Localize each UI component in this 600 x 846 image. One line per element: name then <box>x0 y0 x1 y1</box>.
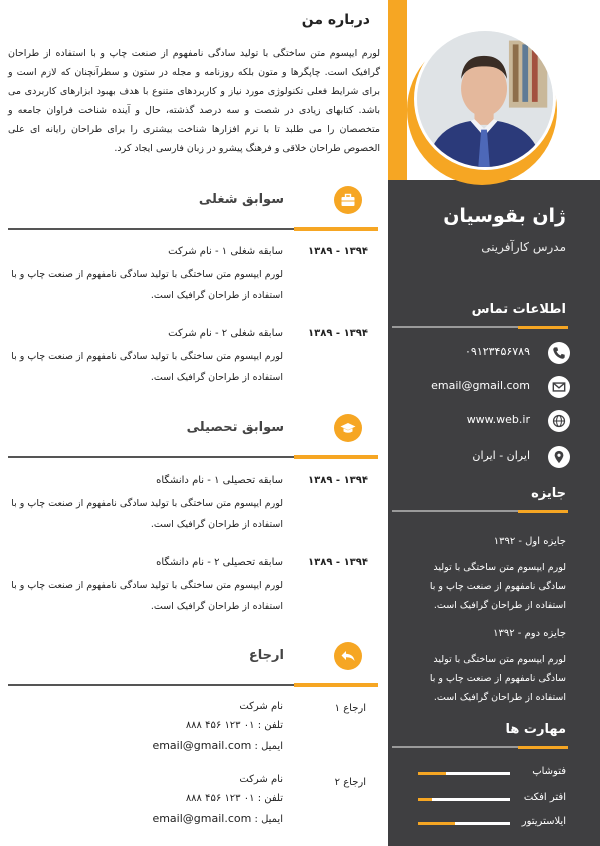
reference-email-label: ایمیل : <box>254 741 283 752</box>
globe-icon <box>548 410 570 432</box>
graduation-cap-icon <box>334 414 362 442</box>
education-text: لورم ایپسوم متن ساختگی با تولید سادگی نامفهوم از صنعت چاپ و با استفاده از طراحان گرافیک است. <box>11 580 283 612</box>
about-title: درباره من <box>301 12 370 28</box>
award-title: جایزه دوم - ۱۳۹۲ <box>493 628 566 639</box>
work-text: لورم ایپسوم متن ساختگی با تولید سادگی نامفهوم از صنعت چاپ و با استفاده از طراحان گرافیک است. <box>11 269 283 301</box>
work-heading: سابقه شغلی ۱ - نام شرکت <box>168 246 283 257</box>
skill-bar <box>418 798 510 801</box>
reference-email[interactable]: email@gmail.com <box>152 739 252 752</box>
contact-phone-row <box>400 342 570 364</box>
reference-label: ارجاع ۲ <box>334 777 366 788</box>
contact-heading: اطلاعات تماس <box>471 302 566 317</box>
work-years: ۱۳۹۴ - ۱۳۸۹ <box>308 328 368 339</box>
reference-company: نام شرکت <box>239 774 283 785</box>
award-text: لورم ایپسوم متن ساختگی با تولید سادگی نامفهوم از صنعت چاپ و با استفاده از طراحان گرافیک است. <box>429 654 566 703</box>
references-title: ارجاع <box>248 648 284 663</box>
skill-bar-fill <box>446 772 510 775</box>
reference-company: نام شرکت <box>239 701 283 712</box>
profile-name: ژان بقوسیان <box>443 205 566 227</box>
education-text: لورم ایپسوم متن ساختگی با تولید سادگی نامفهوم از صنعت چاپ و با استفاده از طراحان گرافیک است. <box>11 498 283 530</box>
skill-label: افتر افکت <box>523 792 566 803</box>
reference-phone[interactable]: ۰۱ ۱۲۳ ۴۵۶ ۸۸۸ <box>185 793 255 804</box>
briefcase-icon <box>334 186 362 214</box>
reference-label: ارجاع ۱ <box>334 703 366 714</box>
work-title: سوابق شغلی <box>198 192 284 207</box>
skill-bar <box>418 822 510 825</box>
reply-arrow-icon <box>334 642 362 670</box>
contact-divider <box>392 326 568 328</box>
profile-photo <box>414 28 556 170</box>
skill-label: فتوشاپ <box>532 766 566 777</box>
contact-website[interactable]: www.web.ir <box>466 413 530 426</box>
contact-website-row <box>400 410 570 432</box>
education-heading: سابقه تحصیلی ۲ - نام دانشگاه <box>156 557 283 568</box>
references-divider <box>8 684 378 686</box>
award-title: جایزه اول - ۱۳۹۲ <box>493 536 566 547</box>
skills-divider <box>392 746 568 748</box>
contact-email[interactable]: email@gmail.com <box>431 379 530 392</box>
education-years: ۱۳۹۴ - ۱۳۸۹ <box>308 557 368 568</box>
reference-email-row <box>8 739 283 752</box>
skill-bar-fill <box>455 822 510 825</box>
profile-job-title: مدرس کارآفرینی <box>481 240 566 254</box>
awards-heading: جایزه <box>531 486 566 501</box>
skills-heading: مهارت ها <box>505 722 566 737</box>
reference-email-row <box>8 812 283 825</box>
skill-bar <box>418 772 510 775</box>
contact-address: ایران - ایران <box>472 449 530 462</box>
contact-email-row <box>400 376 570 398</box>
envelope-icon <box>548 376 570 398</box>
skill-label: ایلاستریتور <box>521 816 566 827</box>
contact-address-row <box>400 446 570 468</box>
reference-phone-row <box>8 793 283 804</box>
reference-phone-label: تلفن : <box>257 793 283 804</box>
work-years: ۱۳۹۴ - ۱۳۸۹ <box>308 246 368 257</box>
work-heading: سابقه شغلی ۲ - نام شرکت <box>168 328 283 339</box>
about-text: لورم ایپسوم متن ساختگی با تولید سادگی نامفهوم از صنعت چاپ و با استفاده از طراحان گرافیک است. چاپگرها و متون بلکه روزنامه و مجله در ستون و سطرآنچنان که لازم است و برای شرایط فعلی تکنولوژی مورد نیاز و کاربردهای متنوع با هدف بهبود ابزارهای کاربردی می باشد. کتابهای زیادی در شصت و سه درصد گذشته، حال و آینده شناخت فراوان جامعه و متخصصان را می طلبد تا با نرم افزارها شناخت بیشتری را برای طراحان رایانه ای علی الخصوص طراحان خلاقی و فرهنگ پیشرو در زبان فارسی ایجاد کرد. <box>8 48 380 154</box>
education-years: ۱۳۹۴ - ۱۳۸۹ <box>308 475 368 486</box>
education-title: سوابق تحصیلی <box>186 420 284 435</box>
skill-bar-fill <box>432 798 510 801</box>
work-text: لورم ایپسوم متن ساختگی با تولید سادگی نامفهوم از صنعت چاپ و با استفاده از طراحان گرافیک است. <box>11 351 283 383</box>
phone-icon <box>548 342 570 364</box>
reference-phone[interactable]: ۰۱ ۱۲۳ ۴۵۶ ۸۸۸ <box>185 720 255 731</box>
education-divider <box>8 456 378 458</box>
awards-divider <box>392 510 568 512</box>
reference-phone-row <box>8 720 283 731</box>
reference-phone-label: تلفن : <box>257 720 283 731</box>
contact-phone[interactable]: ۰۹۱۲۳۴۵۶۷۸۹ <box>465 345 530 358</box>
reference-email-label: ایمیل : <box>254 814 283 825</box>
award-text: لورم ایپسوم متن ساختگی با تولید سادگی نامفهوم از صنعت چاپ و با استفاده از طراحان گرافیک است. <box>429 562 566 611</box>
accent-strip <box>388 0 407 180</box>
work-divider <box>8 228 378 230</box>
reference-email[interactable]: email@gmail.com <box>152 812 252 825</box>
education-heading: سابقه تحصیلی ۱ - نام دانشگاه <box>156 475 283 486</box>
map-pin-icon <box>548 446 570 468</box>
